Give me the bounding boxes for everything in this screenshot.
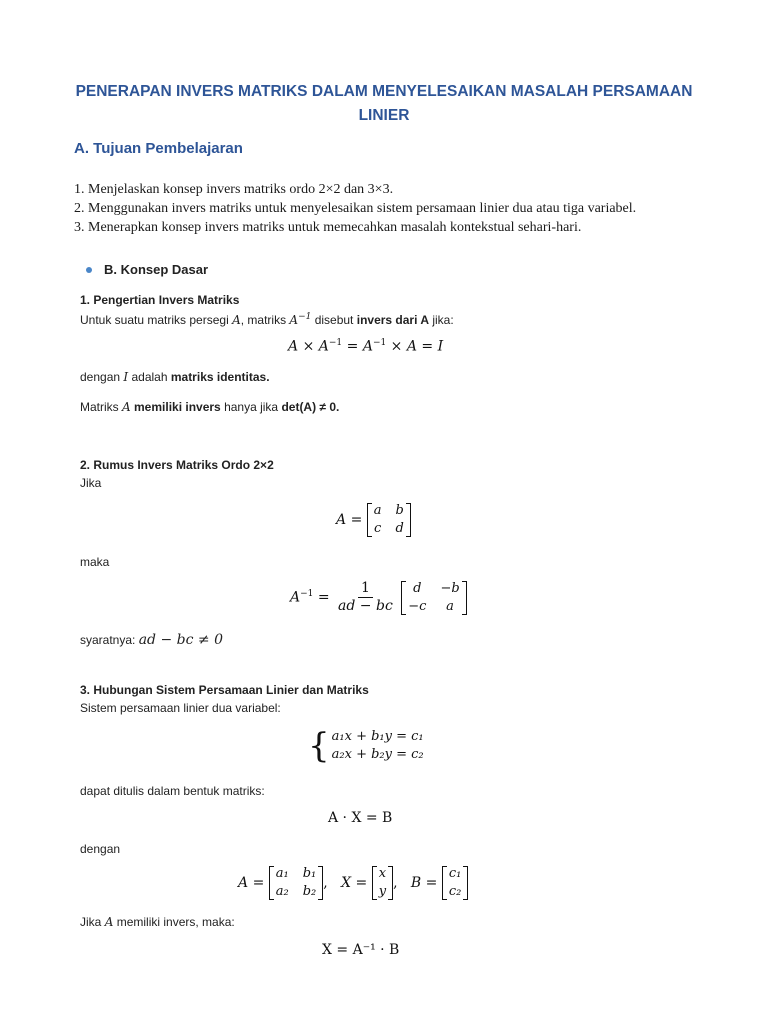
part1-intro: [80, 312, 454, 327]
goal-item: 3. Menerapkan konsep invers matriks untuk memecahkan masalah kontekstual sehari-hari.: [74, 220, 582, 235]
math-var: A: [232, 313, 241, 327]
solution-note: [80, 915, 235, 929]
math-var: I: [123, 370, 129, 384]
matrix-coefficients: a₁ b₁ a₂ b₂: [269, 866, 324, 900]
text-span: adalah: [128, 370, 171, 384]
fraction: $\frac{1}{ad - bc}$: [338, 580, 393, 614]
matrix-A-equation: A = a b c d: [336, 503, 411, 537]
text-span: , matriks: [240, 313, 290, 327]
bold-text: det(A) ≠ 0.: [281, 400, 340, 414]
part2-heading: 2. Rumus Invers Matriks Ordo 2×2: [80, 458, 274, 472]
part1-heading: 1. Pengertian Invers Matriks: [80, 293, 240, 307]
section-b-label: B. Konsep Dasar: [104, 262, 209, 277]
equation-line: a₂x + b₂y = c₂: [331, 747, 424, 762]
goal-item: 1. Menjelaskan konsep invers matriks ordo 2×2 dan 3×3.: [74, 182, 394, 197]
inverse-definition-equation: $A \times A^{-1} = A^{-1} \times A = I$: [288, 338, 444, 355]
text-span: disebut: [311, 313, 357, 327]
section-a-heading: A. Tujuan Pembelajaran: [74, 140, 243, 157]
condition-note: [80, 400, 339, 414]
bold-text: memiliki invers: [134, 400, 221, 414]
text-span: Untuk suatu matriks persegi: [80, 313, 233, 327]
matrix-adjugate: d −b −c a: [401, 581, 466, 615]
axb-equation: A · X = B: [328, 810, 393, 826]
bold-text: invers dari A: [356, 313, 429, 327]
matrix-constants: c₁ c₂: [442, 866, 469, 900]
text-span: jika:: [429, 313, 454, 327]
part3-intro: Sistem persamaan linier dua variabel:: [80, 701, 281, 715]
goals-list: [74, 180, 636, 237]
text-span: hanya jika: [220, 400, 282, 414]
goal-item: 2. Menggunakan invers matriks untuk menyelesaikan sistem persamaan linier dua atau tiga variabel.: [74, 201, 637, 216]
math-Ainv: $A^{-1}$: [289, 312, 312, 327]
math-condition: ad − bc ≠ 0: [138, 632, 223, 648]
jika-label: Jika: [80, 476, 102, 490]
matrix-A: a b c d: [367, 503, 411, 537]
part3-heading: 3. Hubungan Sistem Persamaan Linier dan Matriks: [80, 683, 369, 697]
matrix-variables: x y: [372, 866, 393, 900]
inverse-formula: $A^{-1}$ = $\frac{1}{ad - bc}$ d −b −c a: [290, 580, 467, 615]
math-var: A: [104, 915, 114, 929]
condition-2x2: [80, 632, 223, 648]
section-b-heading: [88, 262, 208, 277]
matrix-definitions: A = a₁ b₁ a₂ b₂ , X = x y , B = c₁ c₂: [238, 866, 468, 900]
document-title: PENERAPAN INVERS MATRIKS DALAM MENYELESAIKAN MASALAH PERSAMAAN LINIER: [75, 83, 693, 124]
solution-equation: X = A⁻¹ · B: [322, 942, 400, 958]
text-span: syaratnya:: [80, 633, 139, 647]
equation-line: a₁x + b₁y = c₁: [331, 729, 424, 744]
maka-label: maka: [80, 555, 110, 569]
text-span: Matriks: [80, 400, 122, 414]
linear-system: { a₁x + b₁y = c₁ a₂x + b₂y = c₂: [308, 726, 424, 766]
dengan-label: dengan: [80, 842, 121, 856]
math-var: A: [122, 400, 131, 414]
text-span: dengan: [80, 370, 124, 384]
bold-text: matriks identitas.: [170, 370, 270, 384]
text-span: memiliki invers, maka:: [113, 915, 235, 929]
matrix-form-note: dapat ditulis dalam bentuk matriks:: [80, 784, 265, 798]
text-span: Jika: [80, 915, 105, 929]
identity-note: [80, 370, 270, 384]
